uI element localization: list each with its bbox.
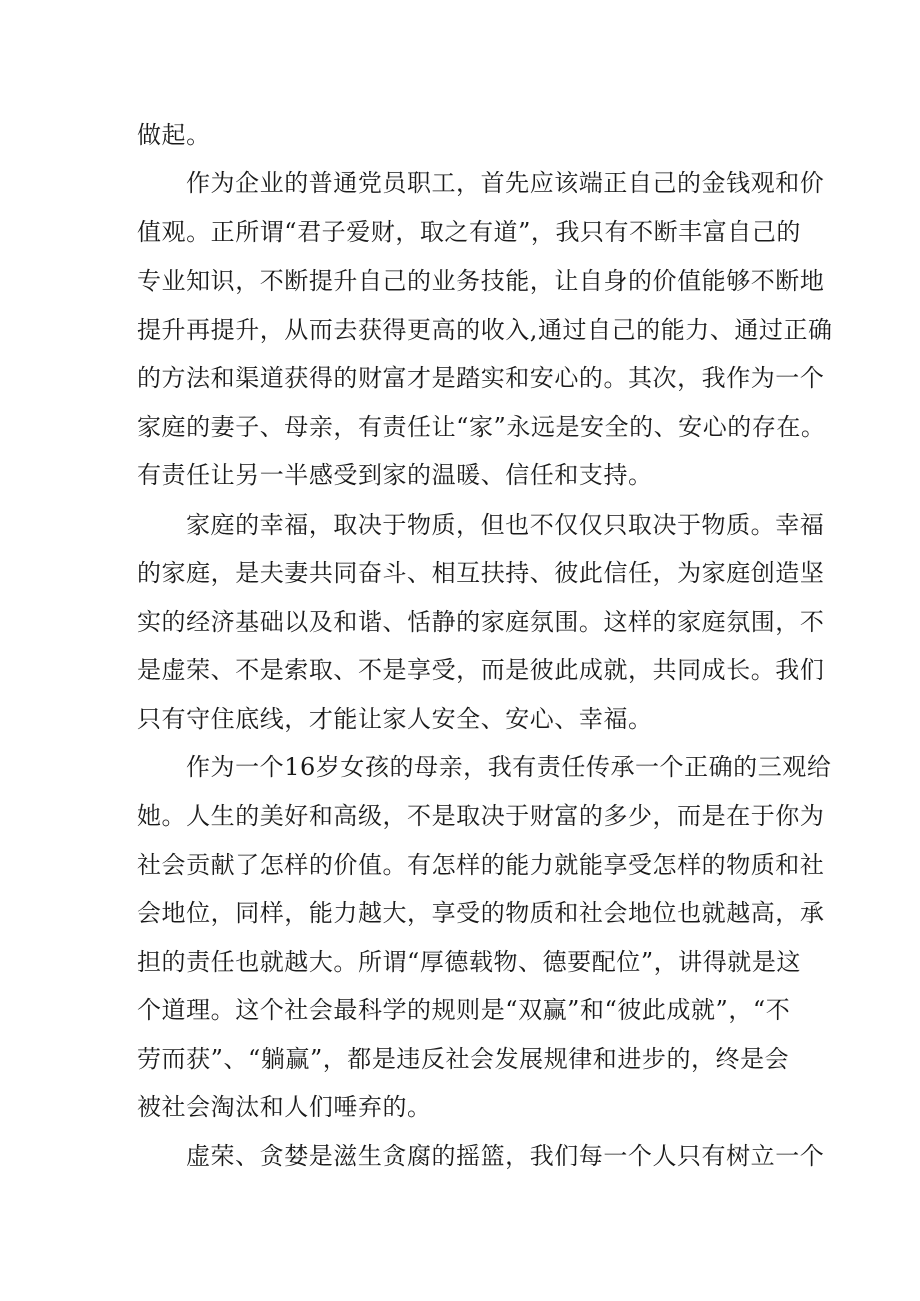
text-line: 她。人生的美好和高级，不是取决于财富的多少，而是在于你为 (137, 802, 825, 830)
text-line: 实的经济基础以及和谐、恬静的家庭氛围。这样的家庭氛围，不 (137, 608, 825, 636)
paragraph-first-line: 作为企业的普通党员职工，首先应该端正自己的金钱观和价 (186, 169, 825, 197)
text-line: 被社会淘汰和人们唾弃的。 (137, 1093, 432, 1121)
text-line: 家庭的妻子、母亲，有责任让“家”永远是安全的、安心的存在。 (137, 413, 826, 441)
paragraph-first-line: 虚荣、贪婪是滋生贪腐的摇篮，我们每一个人只有树立一个 (186, 1142, 825, 1170)
text-line: 的方法和渠道获得的财富才是踏实和安心的。其次，我作为一个 (137, 364, 825, 392)
text-line: 只有守住底线，才能让家人安全、安心、幸福。 (137, 705, 653, 733)
text-line: 有责任让另一半感受到家的温暖、信任和支持。 (137, 461, 653, 489)
text-line: 个道理。这个社会最科学的规则是“双赢”和“彼此成就”，“不 (137, 996, 791, 1024)
paragraph-first-line: 作为一个16岁女孩的母亲，我有责任传承一个正确的三观给 (186, 753, 832, 781)
text-line: 专业知识，不断提升自己的业务技能，让自身的价值能够不断地 (137, 267, 825, 295)
text-line: 的家庭，是夫妻共同奋斗、相互扶持、彼此信任，为家庭创造坚 (137, 559, 825, 587)
text-line: 劳而获”、“躺赢”，都是违反社会发展规律和进步的，终是会 (137, 1045, 790, 1073)
text-line: 担的责任也就越大。所谓“厚德载物、德要配位”，讲得就是这 (137, 948, 801, 976)
text-line: 提升再提升，从而去获得更高的收入,通过自己的能力、通过正确 (137, 316, 833, 344)
text-line: 会地位，同样，能力越大，享受的物质和社会地位也就越高，承 (137, 899, 825, 927)
paragraph-first-line: 家庭的幸福，取决于物质，但也不仅仅只取决于物质。幸福 (186, 511, 825, 539)
text-line: 做起。 (137, 121, 211, 149)
text-line: 值观。正所谓“君子爱财，取之有道”，我只有不断丰富自己的 (137, 218, 801, 246)
text-line: 社会贡献了怎样的价值。有怎样的能力就能享受怎样的物质和社 (137, 851, 825, 879)
text-line: 是虚荣、不是索取、不是享受，而是彼此成就，共同成长。我们 (137, 656, 825, 684)
